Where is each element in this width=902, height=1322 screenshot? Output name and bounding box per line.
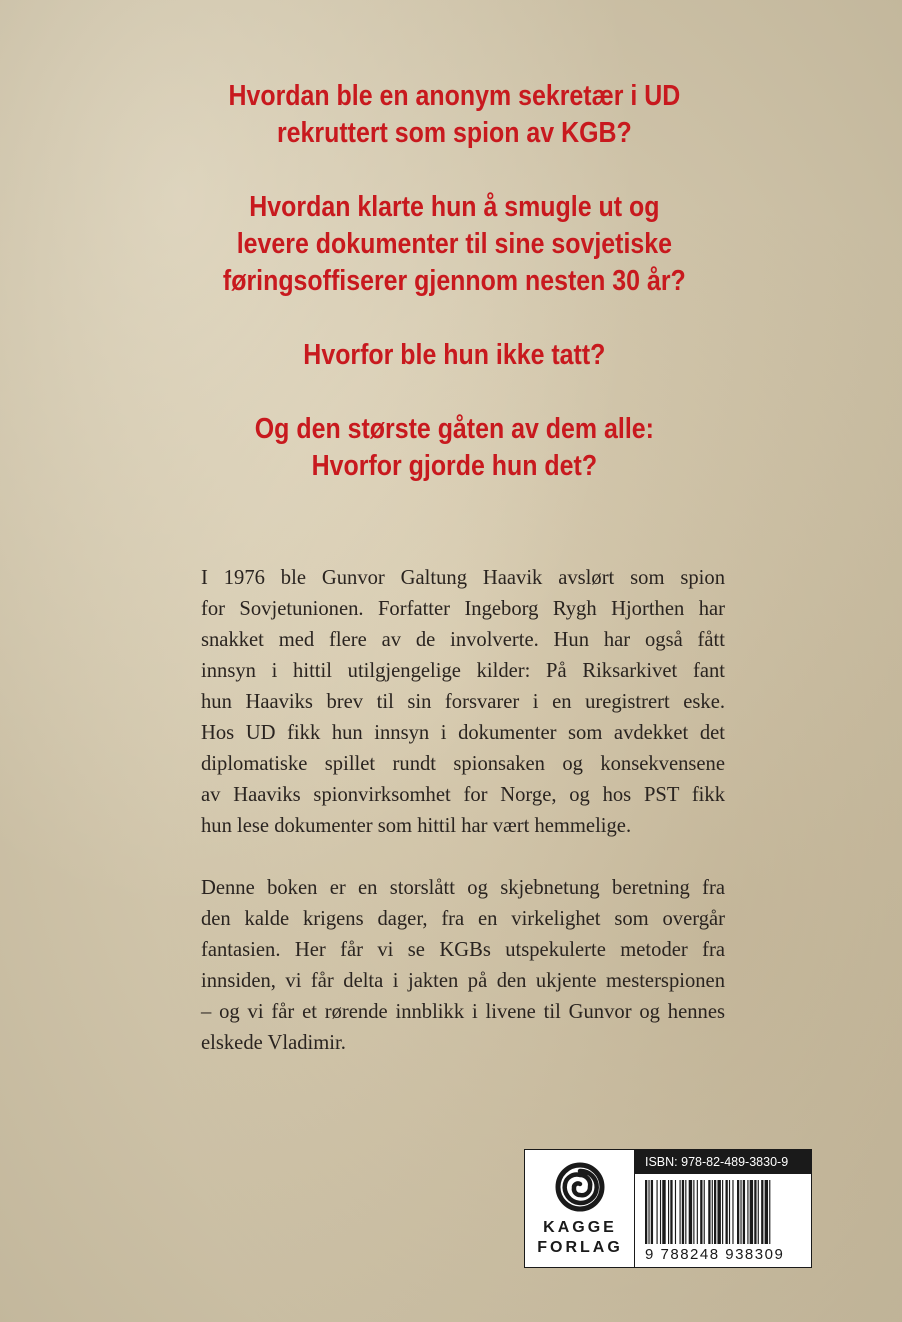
barcode-bar bbox=[648, 1180, 649, 1244]
publisher-logo bbox=[525, 1150, 635, 1267]
barcode-bar bbox=[685, 1180, 686, 1244]
blurb-line: hun lese dokumenter som hittil har vært hemmelige. bbox=[201, 815, 632, 837]
barcode-bar bbox=[697, 1180, 698, 1244]
blurb-line: – og vi får et rørende innblikk i livene til Gunvor og hennes bbox=[201, 1001, 725, 1023]
blurb-line: Denne boken er en storslått og skjebnetung beretning fra bbox=[201, 877, 725, 899]
blurb-line: diplomatiske spillet rundt spionsaken og konsekvensene bbox=[201, 753, 725, 775]
barcode-bar bbox=[700, 1180, 702, 1244]
barcode-bar bbox=[675, 1180, 676, 1244]
question-line: levere dokumenter til sine sovjetiske bbox=[236, 228, 672, 260]
question-line: Og den største gåten av dem alle: bbox=[254, 413, 654, 445]
barcode-bar bbox=[747, 1180, 748, 1244]
spiral-icon bbox=[555, 1162, 605, 1212]
barcode-bar bbox=[712, 1180, 713, 1244]
barcode-bar bbox=[722, 1180, 723, 1244]
barcode-digits: 9 788248 938309 bbox=[645, 1246, 785, 1263]
blurb-paragraph-2 bbox=[201, 873, 725, 1059]
question-line: rekruttert som spion av KGB? bbox=[276, 117, 632, 149]
barcode-bar bbox=[754, 1180, 756, 1244]
barcode-bar bbox=[714, 1180, 716, 1244]
barcode-bar bbox=[651, 1180, 653, 1244]
blurb-line: innsyn i hittil utilgjengelige kilder: På Riksarkivet fant bbox=[201, 660, 725, 682]
barcode-bar bbox=[717, 1180, 720, 1244]
question-line: Hvordan ble en anonym sekretær i UD bbox=[228, 80, 681, 112]
question-3 bbox=[67, 337, 843, 374]
barcode-bar bbox=[761, 1180, 763, 1244]
blurb-line: I 1976 ble Gunvor Galtung Haavik avslørt som spion bbox=[201, 567, 725, 589]
question-line: Hvorfor gjorde hun det? bbox=[311, 450, 598, 482]
barcode-bar bbox=[670, 1180, 672, 1244]
blurb bbox=[201, 563, 725, 1090]
barcode-bar bbox=[726, 1180, 728, 1244]
question-line: Hvordan klarte hun å smugle ut og bbox=[249, 191, 660, 223]
barcode-bar bbox=[765, 1180, 768, 1244]
barcode-bar bbox=[750, 1180, 753, 1244]
question-4 bbox=[67, 411, 843, 485]
publisher-name-line1: KAGGE bbox=[543, 1219, 617, 1236]
isbn-barcode-box bbox=[524, 1149, 812, 1268]
barcode-bar bbox=[743, 1180, 745, 1244]
blurb-line: Hos UD fikk hun innsyn i dokumenter som avdekket det bbox=[201, 722, 725, 744]
barcode-bar bbox=[732, 1180, 733, 1244]
barcode-bar bbox=[758, 1180, 759, 1244]
question-1 bbox=[67, 78, 843, 152]
barcode-bar bbox=[682, 1180, 684, 1244]
barcode-bar bbox=[769, 1180, 770, 1244]
blurb-line: fantasien. Her får vi se KGBs utspekulerte metoder fra bbox=[201, 939, 725, 961]
blurb-paragraph-1 bbox=[201, 563, 725, 842]
barcode-bar bbox=[668, 1180, 669, 1244]
question-2 bbox=[67, 189, 843, 300]
barcode-bar bbox=[708, 1180, 710, 1244]
blurb-line: for Sovjetunionen. Forfatter Ingeborg Rygh Hjorthen har bbox=[201, 598, 725, 620]
blurb-line: snakket med flere av de involverte. Hun har også fått bbox=[201, 629, 725, 651]
question-line: føringsoffiserer gjennom nesten 30 år? bbox=[222, 265, 686, 297]
blurb-line: elskede Vladimir. bbox=[201, 1032, 346, 1054]
barcode-bar bbox=[660, 1180, 661, 1244]
barcode-bar bbox=[740, 1180, 741, 1244]
question-line: Hvorfor ble hun ikke tatt? bbox=[303, 339, 606, 371]
barcode-bar bbox=[680, 1180, 681, 1244]
barcode-bar bbox=[657, 1180, 658, 1244]
barcode-bar bbox=[662, 1180, 665, 1244]
blurb-line: innsiden, vi får delta i jakten på den ukjente mesterspionen bbox=[201, 970, 725, 992]
isbn-label: ISBN: 978-82-489-3830-9 bbox=[635, 1150, 811, 1174]
question-block bbox=[67, 78, 843, 522]
blurb-line: av Haaviks spionvirksomhet for Norge, og hos PST fikk bbox=[201, 784, 725, 806]
barcode bbox=[645, 1180, 805, 1244]
barcode-bar bbox=[689, 1180, 692, 1244]
barcode-bar bbox=[693, 1180, 694, 1244]
barcode-bar bbox=[645, 1180, 647, 1244]
publisher-name-line2: FORLAG bbox=[537, 1239, 623, 1256]
blurb-line: hun Haaviks brev til sin forsvarer i en uregistrert eske. bbox=[201, 691, 725, 713]
barcode-bar bbox=[729, 1180, 730, 1244]
barcode-bar bbox=[737, 1180, 739, 1244]
blurb-line: den kalde krigens dager, fra en virkelighet som overgår bbox=[201, 908, 725, 930]
barcode-bar bbox=[704, 1180, 705, 1244]
